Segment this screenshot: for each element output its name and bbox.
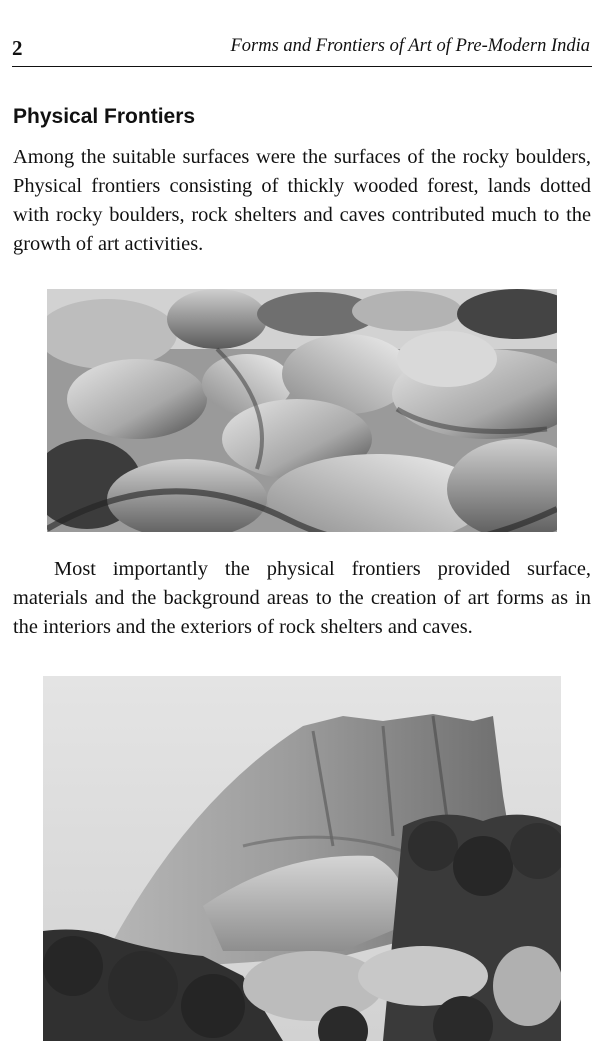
paragraph-second: Most importantly the physical frontiers provided surface, materials and the background areas to the creation of art forms as in the interiors and the exteriors of rock shelters and caves. [13,558,591,638]
running-title: Forms and Frontiers of Art of Pre-Modern India [230,36,590,56]
paragraph-intro: Among the suitable surfaces were the surfaces of the rocky boulders, Physical frontiers consisting of thickly wooded forest, lands dotted with rocky boulders, rock shelters and caves contributed much to the growth of art activities. [13,146,591,255]
header-rule [12,66,592,67]
section-heading: Physical Frontiers [13,105,196,128]
page-number: 2 [12,36,23,60]
rock-hill-photo [43,676,561,1041]
boulders-photo [47,289,557,532]
